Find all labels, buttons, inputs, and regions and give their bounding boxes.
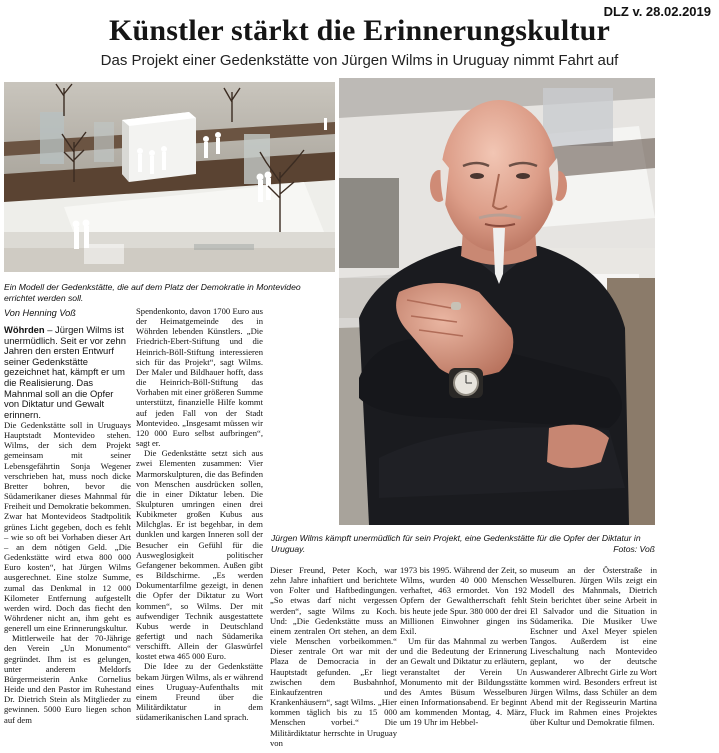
lead-text: – Jürgen Wilms ist unermüdlich. Seit er vor zehn Jahren den ersten Entwurf seiner Gedenkstätte gezeichnet hat, kämpft er um die Realisierung. Das Mahnmal soll an die Opfer von Diktatur und Gewalt erinnern. <box>4 324 126 420</box>
source-tag: DLZ v. 28.02.2019 <box>603 4 711 19</box>
headline: Künstler stärkt die Erinnerungskultur <box>108 14 611 47</box>
portrait-photo <box>339 78 655 525</box>
lead-paragraph <box>4 325 130 420</box>
col2-paragraph-3: Die Idee zu der Gedenkstätte bekam Jürgen Wilms, als er während eines Uruguay-Aufenthalts mit einem Freund über die Militärdiktatur in dem südamerikanischen Land sprach. <box>136 661 263 723</box>
col5-paragraph-1: museum an der Österstraße in Wesselburen. Jürgen Wils zeigt ein Modell des Mahnmals, Dietrich Stein berichtet über seine Arbeit in El Salvador und die Situation in Südamerika. Die Musiker Uwe Eschner und Axel Meyer spielen Tangos. Außerdem ist eine Liveschaltung nach Montevideo geplant, wo der deutsche Auswanderer Albrecht Girle zu Wort kommen wird. Besonders erfreut ist Jürgen Wilms, dass Schüler an dem Abend mit der Regisseurin Martina Fluck im Rahmen eines Projektes über Kultur und Demokratie filmen. <box>530 565 657 728</box>
col4-paragraph-2: Um für das Mahnmal zu werben und die Bedeutung der Erinnerung an Gewalt und Diktatur zu erläutern, veranstaltet der Verein Un Monumento mit der Bildungsstätte des Amtes Büsum Wesselburen einen Informationsabend. Er beginnt am kommenden Montag, 4. März, um 19 Uhr im Hebbel- <box>400 636 527 728</box>
model-photo <box>4 82 335 272</box>
article-column-1 <box>4 420 131 725</box>
photo-credit: Fotos: Voß <box>613 544 655 554</box>
col3-paragraph-1: Dieser Freund, Peter Koch, war zehn Jahre inhaftiert und berichtete von Folter und Haftbedingungen. „So etwas darf nicht vergessen werden“, sagte Wilms zu Koch. Und: „Die Gedenkstätte muss an einem zentralen Ort stehen, an dem viele Menschen vorbeikommen.“ Dieser zentrale Ort war mit der Plaza de Democracia in der Hauptstadt gefunden. „Er liegt zwischen dem Busbahnhof, Einkaufzentren und Krankenhäusern“, sagt Wilms. „Hier kommen täglich bis zu 15 000 Menschen vorbei.“ Die Militärdiktatur herrschte in Uruguay von <box>270 565 397 748</box>
article-column-4 <box>400 565 527 728</box>
article-column-3 <box>270 565 397 748</box>
col2-paragraph-2: Die Gedenkstätte setzt sich aus zwei Elementen zusammen: Vier Marmorskulpturen, die das Befinden von Menschen ausdrücken sollen, die in einer Diktatur leben. Die Skulpturen umringen einen drei Kubikmeter großen Kubus aus Milchglas. Er ist begehbar, in dem dunklen und kargen Inneren soll der Besucher ein Gefühl für die Ausweglosigkeit politischer Gefangener bekommen. Außen gibt es Bildschirme. „Es werden Dokumentarfilme gezeigt, in denen die Opfer der Diktatur zu Wort kommen“, so Wilms. Der mit aufwendiger Technik ausgestattete Kubus werde in Deutschland gefertigt und nach Südamerika verschifft. Allein der Glaswürfel kostet etwa 465 000 Euro. <box>136 448 263 662</box>
byline: Von Henning Voß <box>4 308 76 318</box>
col2-paragraph-1: Spendenkonto, davon 1700 Euro aus der Heimatgemeinde des in Wöhrden lebenden Künstlers. „Die Friedrich-Ebert-Stiftung und die Heinrich-Böll-Stiftung interessieren sich für das Projekt“, sagt Wilms. Der Maler und Bildhauer hofft, dass die Heinrich-Böll-Stiftung das Vorhaben mit einer größeren Summe unterstützt, finanzielle Hilfe kommt auf jeden Fall von der Stadt Montevideo. „Insgesamt müssen wir 120 000 Euro selbst aufbringen“, sagt er. <box>136 306 263 449</box>
article-column-2 <box>136 306 263 722</box>
lead-place: Wöhrden <box>4 324 45 335</box>
col4-paragraph-1: 1973 bis 1995. Während der Zeit, so Wilms, wurden 40 000 Menschen verhaftet, 463 ermordet. Von 192 Opfern der Gewaltherrschaft fehlt bis heute jede Spur. 380 000 der drei Millionen Einwohner gingen ins Exil. <box>400 565 527 636</box>
col1-paragraph-1: Die Gedenkstätte soll in Uruguays Hauptstadt Montevideo stehen. Wilms, der sich dem Projekt gemeinsam mit seiner Lebensgefährtin Sonja Wegener verschrieben hat, muss noch dicke Bretter bohren, bevor die Südamerikaner dieses Mahnmal für Freiheit und Demokratie bekommen. Zwar hat Montevideos Stadtpolitik grünes Licht gegeben, doch es fehlt – wie so oft bei Vorhaben dieser Art – an dem nötigen Geld. „Die Gedenkstätte wird etwa 800 000 Euro kosten“, hat Jürgen Wilms ausgerechnet. Eine stolze Summe, zumal das Denkmal in 12 000 Kilometer Entfernung aufgestellt werden wird. Doch das fiecht den Wöhrdener nicht an, ihm geht es generell um eine Erinnerungskultur. <box>4 420 131 634</box>
article-column-5 <box>530 565 657 728</box>
model-photo-caption: Ein Modell der Gedenkstätte, die auf dem Platz der Demokratie in Montevideo errichtet werden soll. <box>4 282 301 303</box>
portrait-photo-caption: Jürgen Wilms kämpft unermüdlich für sein Projekt, eine Gedenkstätte für die Opfer der Diktatur in Uruguay. <box>271 533 641 554</box>
col1-paragraph-2: Mittlerweile hat der 70-Jährige den Verein „Un Monumento“ gegründet. Ihm ist es gelungen, unter anderem Meldorfs Bürgermeisterin Anke Cornelius Heide und den Pastor im Ruhestand Dr. Dietrich Stein als Mitglieder zu gewinnen. 5000 Euro liegen schon auf dem <box>4 633 131 725</box>
subheadline: Das Projekt einer Gedenkstätte von Jürgen Wilms in Uruguay nimmt Fahrt auf <box>100 52 619 69</box>
